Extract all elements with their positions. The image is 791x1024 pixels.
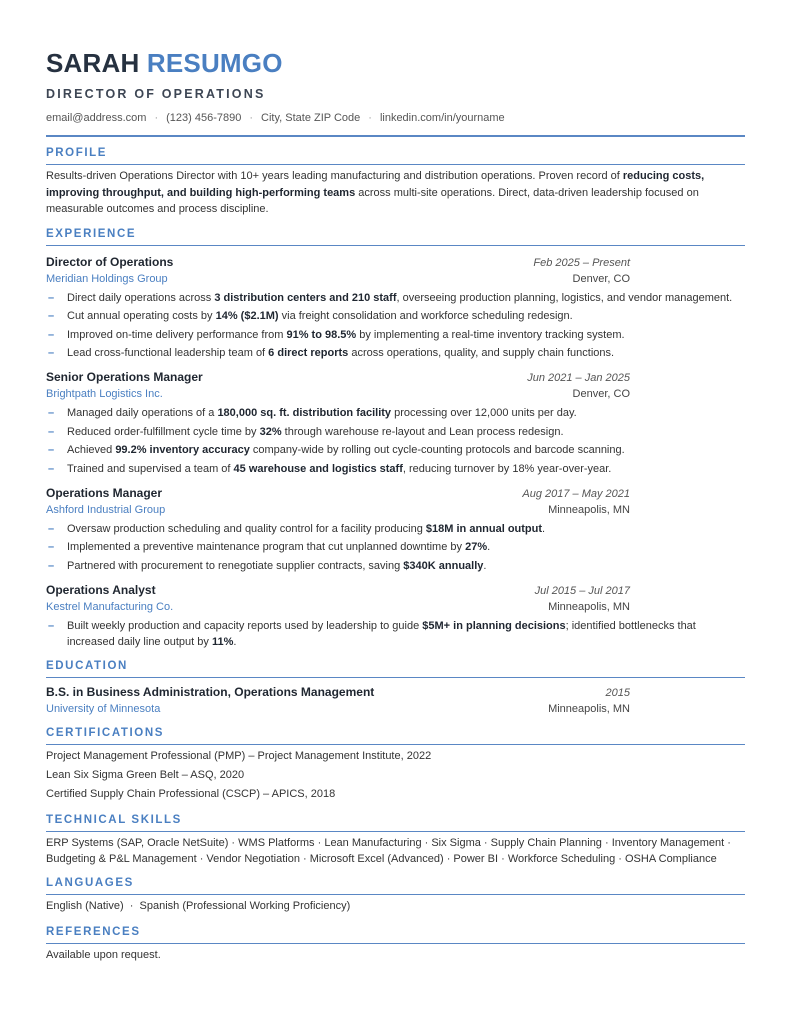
job-location: Minneapolis, MN <box>548 600 630 613</box>
section-title-languages: LANGUAGES <box>46 876 134 889</box>
first-name: SARAH <box>46 48 140 78</box>
section-divider <box>46 164 745 165</box>
job-entry <box>46 582 745 650</box>
job-location: Denver, CO <box>572 272 630 285</box>
job-bullet: – Cut annual operating costs by 14% ($2.1M) via freight consolidation and workforce scheduling redesign. <box>48 310 573 322</box>
job-dates: Jun 2021 – Jan 2025 <box>527 372 630 384</box>
job-bullet: – Direct daily operations across 3 distribution centers and 210 staff, overseeing production planning, logistics, and vendor management. <box>48 291 733 304</box>
school-name: University of Minnesota <box>46 702 161 715</box>
job-bullet: – Implemented a preventive maintenance program that cut unplanned downtime by 27%. <box>48 541 491 553</box>
dash-icon: – <box>48 444 55 456</box>
contact-separator: · <box>154 112 159 124</box>
dash-icon: – <box>48 541 55 553</box>
certification-item: Certified Supply Chain Professional (CSCP) – APICS, 2018 <box>46 787 336 800</box>
section-title-education: EDUCATION <box>46 659 128 672</box>
dash-icon: – <box>48 328 55 341</box>
dash-icon: – <box>48 347 55 359</box>
education-entry <box>46 684 745 717</box>
job-entry <box>46 254 745 362</box>
section-title-experience: EXPERIENCE <box>46 227 137 240</box>
skills-list: ERP Systems (SAP, Oracle NetSuite) · WMS Platforms · Lean Manufacturing · Six Sigma · Supply Chain Planning · Inventory Management · Budgeting & P&L Management · Vendor Negotiation · Microsoft Excel (Advanced) · Power BI · Workforce Scheduling · OSHA Compliance <box>46 836 731 865</box>
contact-address: City, State ZIP Code <box>261 112 361 124</box>
company-name: Brightpath Logistics Inc. <box>46 388 163 400</box>
certification-item: Project Management Professional (PMP) – Project Management Institute, 2022 <box>46 749 432 762</box>
degree-title: B.S. in Business Administration, Operations Management <box>46 684 375 699</box>
section-title-profile: PROFILE <box>46 147 108 159</box>
header-divider <box>46 135 745 137</box>
dash-icon: – <box>48 407 55 419</box>
contact-line <box>46 111 745 125</box>
section-divider <box>46 245 745 246</box>
section-title-references: REFERENCES <box>46 925 141 938</box>
contact-separator: · <box>249 112 254 124</box>
job-location: Minneapolis, MN <box>548 503 630 516</box>
company-name: Kestrel Manufacturing Co. <box>46 600 174 613</box>
contact-email[interactable]: email@address.com <box>46 112 147 124</box>
section-divider <box>46 831 745 832</box>
last-name: RESUMGO <box>146 48 283 78</box>
references-text: Available upon request. <box>46 948 161 961</box>
graduation-year: 2015 <box>605 686 630 699</box>
headline: DIRECTOR OF OPERATIONS <box>46 87 266 101</box>
section-divider <box>46 744 745 745</box>
job-title: Director of Operations <box>46 254 174 269</box>
job-entry <box>46 369 745 477</box>
contact-linkedin[interactable]: linkedin.com/in/yourname <box>379 112 505 124</box>
job-bullet: – Oversaw production scheduling and quality control for a facility producing $18M in annual output. <box>48 522 546 535</box>
job-location: Denver, CO <box>572 388 630 400</box>
job-bullet: – Built weekly production and capacity reports used by leadership to guide $5M+ in planning decisions; identified bottlenecks that increased daily line output by 11%. <box>48 619 696 648</box>
dash-icon: – <box>48 522 55 535</box>
school-location: Minneapolis, MN <box>548 702 630 715</box>
certification-item: Lean Six Sigma Green Belt – ASQ, 2020 <box>46 768 245 781</box>
candidate-name <box>46 46 745 80</box>
section-divider <box>46 677 745 678</box>
languages-list: English (Native) · Spanish (Professional Working Proficiency) <box>46 899 351 912</box>
job-bullet: – Improved on-time delivery performance from 91% to 98.5% by implementing a real-time inventory tracking system. <box>48 328 625 341</box>
certification-list <box>46 747 745 804</box>
company-name: Ashford Industrial Group <box>46 503 166 516</box>
job-dates: Jul 2015 – Jul 2017 <box>534 584 630 597</box>
profile-summary: Results-driven Operations Director with 10+ years leading manufacturing and distribution operations. Proven record of reducing costs, improving throughput, and building high-performing teams across multi-site operations. Direct, data-driven leadership focused on measurable outcomes and process discipline. <box>46 170 705 215</box>
dash-icon: – <box>48 425 55 438</box>
job-bullet: – Lead cross-functional leadership team of 6 direct reports across operations, quality, and supply chain functions. <box>48 347 615 359</box>
contact-separator: · <box>368 112 372 124</box>
dash-icon: – <box>48 559 55 572</box>
job-bullet: – Partnered with procurement to renegotiate supplier contracts, saving $340K annually. <box>48 559 487 572</box>
job-dates: Feb 2025 – Present <box>533 256 630 269</box>
contact-phone: (123) 456-7890 <box>166 112 242 124</box>
section-title-certifications: CERTIFICATIONS <box>46 726 165 739</box>
job-title: Operations Manager <box>46 485 163 500</box>
job-title: Operations Analyst <box>46 582 156 597</box>
job-bullet: – Managed daily operations of a 180,000 sq. ft. distribution facility processing over 12,000 units per day. <box>48 407 577 419</box>
section-divider <box>46 943 745 944</box>
section-title-skills: TECHNICAL SKILLS <box>46 813 182 826</box>
job-bullet: – Achieved 99.2% inventory accuracy company-wide by rolling out cycle-counting protocols and barcode scanning. <box>48 444 625 456</box>
dash-icon: – <box>48 619 55 632</box>
section-divider <box>46 894 745 895</box>
company-name: Meridian Holdings Group <box>46 272 168 285</box>
job-bullet: – Trained and supervised a team of 45 warehouse and logistics staff, reducing turnover by 18% year-over-year. <box>48 462 612 475</box>
dash-icon: – <box>48 310 55 322</box>
job-entry <box>46 485 745 574</box>
job-bullet: – Reduced order-fulfillment cycle time by 32% through warehouse re-layout and Lean process redesign. <box>48 425 564 438</box>
job-title: Senior Operations Manager <box>46 370 203 384</box>
job-dates: Aug 2017 – May 2021 <box>522 487 630 500</box>
dash-icon: – <box>48 462 55 475</box>
dash-icon: – <box>48 291 55 304</box>
